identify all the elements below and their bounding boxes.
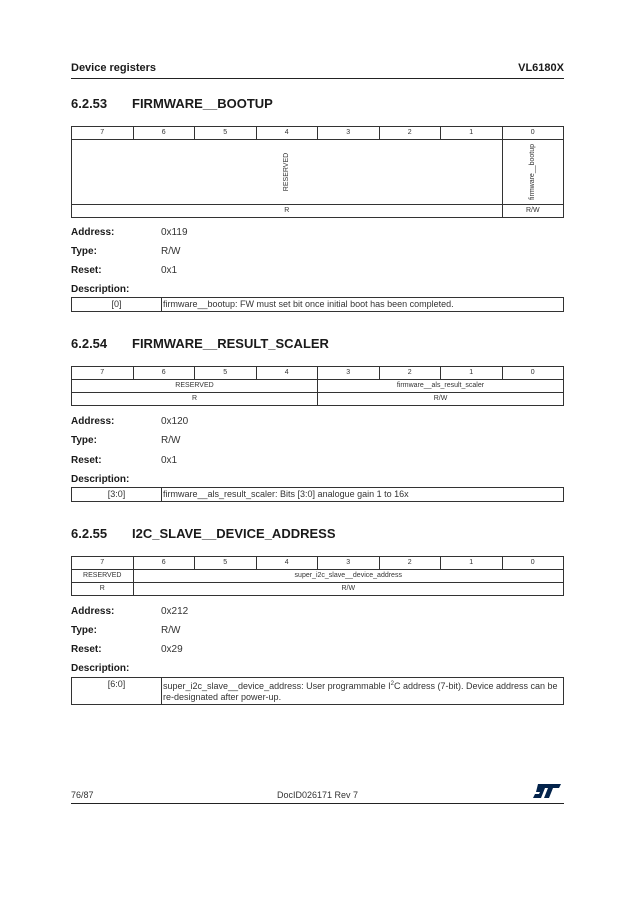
- type-field: [71, 435, 180, 446]
- bit-cell: 7: [72, 127, 134, 140]
- register-heading: [71, 526, 336, 541]
- description-label: Description:: [71, 474, 130, 485]
- reset-field: [71, 265, 177, 276]
- description-text: firmware__bootup: FW must set bit once initial boot has been completed.: [162, 298, 564, 312]
- description-row: [72, 298, 564, 312]
- access-cell: R/W: [133, 583, 564, 596]
- field-reserved: RESERVED: [72, 570, 134, 583]
- bit-cell: 1: [441, 127, 503, 140]
- bit-table-i2c-slave-device-address: [71, 556, 564, 596]
- description-text: [162, 678, 564, 705]
- type-label: Type:: [71, 625, 97, 636]
- superscript: 2: [390, 681, 394, 687]
- bit-cell: 5: [195, 557, 257, 570]
- type-field: [71, 246, 180, 257]
- reset-field: [71, 644, 183, 655]
- address-label: Address:: [71, 227, 115, 238]
- description-row: [72, 678, 564, 705]
- description-table: [71, 297, 564, 312]
- bit-cell: 6: [133, 557, 195, 570]
- bit-cell: 5: [195, 127, 257, 140]
- type-value: R/W: [161, 246, 181, 257]
- field-reserved: [72, 140, 503, 205]
- register-name: FIRMWARE__BOOTUP: [132, 96, 273, 111]
- register-name: I2C_SLAVE__DEVICE_ADDRESS: [132, 526, 336, 541]
- bit-cell: 4: [256, 557, 318, 570]
- field-name: firmware__bootup: [528, 143, 536, 201]
- bit-cell: 3: [318, 557, 380, 570]
- header-part-number: VL6180X: [518, 62, 564, 74]
- bit-number-row: [72, 367, 564, 380]
- bit-table-firmware-bootup: [71, 126, 564, 218]
- bit-table-firmware-result-scaler: [71, 366, 564, 406]
- register-number: 6.2.55: [71, 526, 108, 541]
- register-name: FIRMWARE__RESULT_SCALER: [132, 336, 329, 351]
- field-reserved: RESERVED: [72, 380, 318, 393]
- page-number: 76/87: [71, 790, 94, 800]
- description-label: Description:: [71, 284, 130, 295]
- register-heading: [71, 96, 273, 111]
- type-field: [71, 625, 180, 636]
- address-value: 0x120: [161, 416, 189, 427]
- bit-cell: 0: [502, 557, 564, 570]
- header-rule: [71, 78, 564, 79]
- description-table: [71, 487, 564, 502]
- address-field: [71, 227, 188, 238]
- bit-cell: 7: [72, 557, 134, 570]
- header-section-title: Device registers: [71, 62, 156, 74]
- bit-number-row: [72, 127, 564, 140]
- reset-value: 0x1: [161, 455, 178, 466]
- address-field: [71, 416, 188, 427]
- st-logo-icon: [532, 783, 562, 799]
- reset-value: 0x29: [161, 644, 183, 655]
- reset-label: Reset:: [71, 455, 102, 466]
- description-row: [72, 488, 564, 502]
- field-name-row: [72, 570, 564, 583]
- register-heading: [71, 336, 329, 351]
- address-value: 0x212: [161, 606, 189, 617]
- register-number: 6.2.54: [71, 336, 108, 351]
- reset-field: [71, 455, 177, 466]
- description-text: firmware__als_result_scaler: Bits [3:0] analogue gain 1 to 16x: [162, 488, 564, 502]
- address-label: Address:: [71, 416, 115, 427]
- access-cell: R: [72, 393, 318, 406]
- field-firmware-bootup: [502, 140, 564, 205]
- description-table: [71, 677, 564, 705]
- bit-cell: 4: [256, 127, 318, 140]
- bit-cell: 4: [256, 367, 318, 380]
- register-number: 6.2.53: [71, 96, 108, 111]
- bit-cell: 6: [133, 367, 195, 380]
- field-name: RESERVED: [282, 152, 290, 192]
- reset-value: 0x1: [161, 265, 178, 276]
- bit-cell: 0: [502, 127, 564, 140]
- description-text-part: C address (7-bit). Device address can be re-designated after power-up.: [163, 681, 558, 702]
- description-label: Description:: [71, 663, 130, 674]
- access-row: [72, 583, 564, 596]
- bit-cell: 6: [133, 127, 195, 140]
- bit-cell: 2: [379, 367, 441, 380]
- access-cell: R: [72, 205, 503, 218]
- access-cell: R: [72, 583, 134, 596]
- field-name-row: [72, 140, 564, 205]
- bit-cell: 7: [72, 367, 134, 380]
- bit-number-row: [72, 557, 564, 570]
- field-als-result-scaler: firmware__als_result_scaler: [318, 380, 564, 393]
- description-bits: [3:0]: [72, 488, 162, 502]
- reset-label: Reset:: [71, 644, 102, 655]
- bit-cell: 1: [441, 557, 503, 570]
- bit-cell: 3: [318, 127, 380, 140]
- bit-cell: 5: [195, 367, 257, 380]
- address-label: Address:: [71, 606, 115, 617]
- description-text-part: super_i2c_slave__device_address: User programmable I: [163, 681, 391, 691]
- access-cell: R/W: [318, 393, 564, 406]
- bit-cell: 1: [441, 367, 503, 380]
- bit-cell: 3: [318, 367, 380, 380]
- type-value: R/W: [161, 625, 181, 636]
- reset-label: Reset:: [71, 265, 102, 276]
- address-field: [71, 606, 188, 617]
- description-bits: [6:0]: [72, 678, 162, 705]
- type-value: R/W: [161, 435, 181, 446]
- bit-cell: 2: [379, 557, 441, 570]
- access-cell: R/W: [502, 205, 564, 218]
- access-row: [72, 393, 564, 406]
- footer-rule: [71, 803, 564, 804]
- description-bits: [0]: [72, 298, 162, 312]
- access-row: [72, 205, 564, 218]
- bit-cell: 2: [379, 127, 441, 140]
- field-name-row: [72, 380, 564, 393]
- doc-id: DocID026171 Rev 7: [276, 790, 359, 800]
- type-label: Type:: [71, 246, 97, 257]
- address-value: 0x119: [161, 227, 188, 238]
- type-label: Type:: [71, 435, 97, 446]
- bit-cell: 0: [502, 367, 564, 380]
- field-device-address: super_i2c_slave__device_address: [133, 570, 564, 583]
